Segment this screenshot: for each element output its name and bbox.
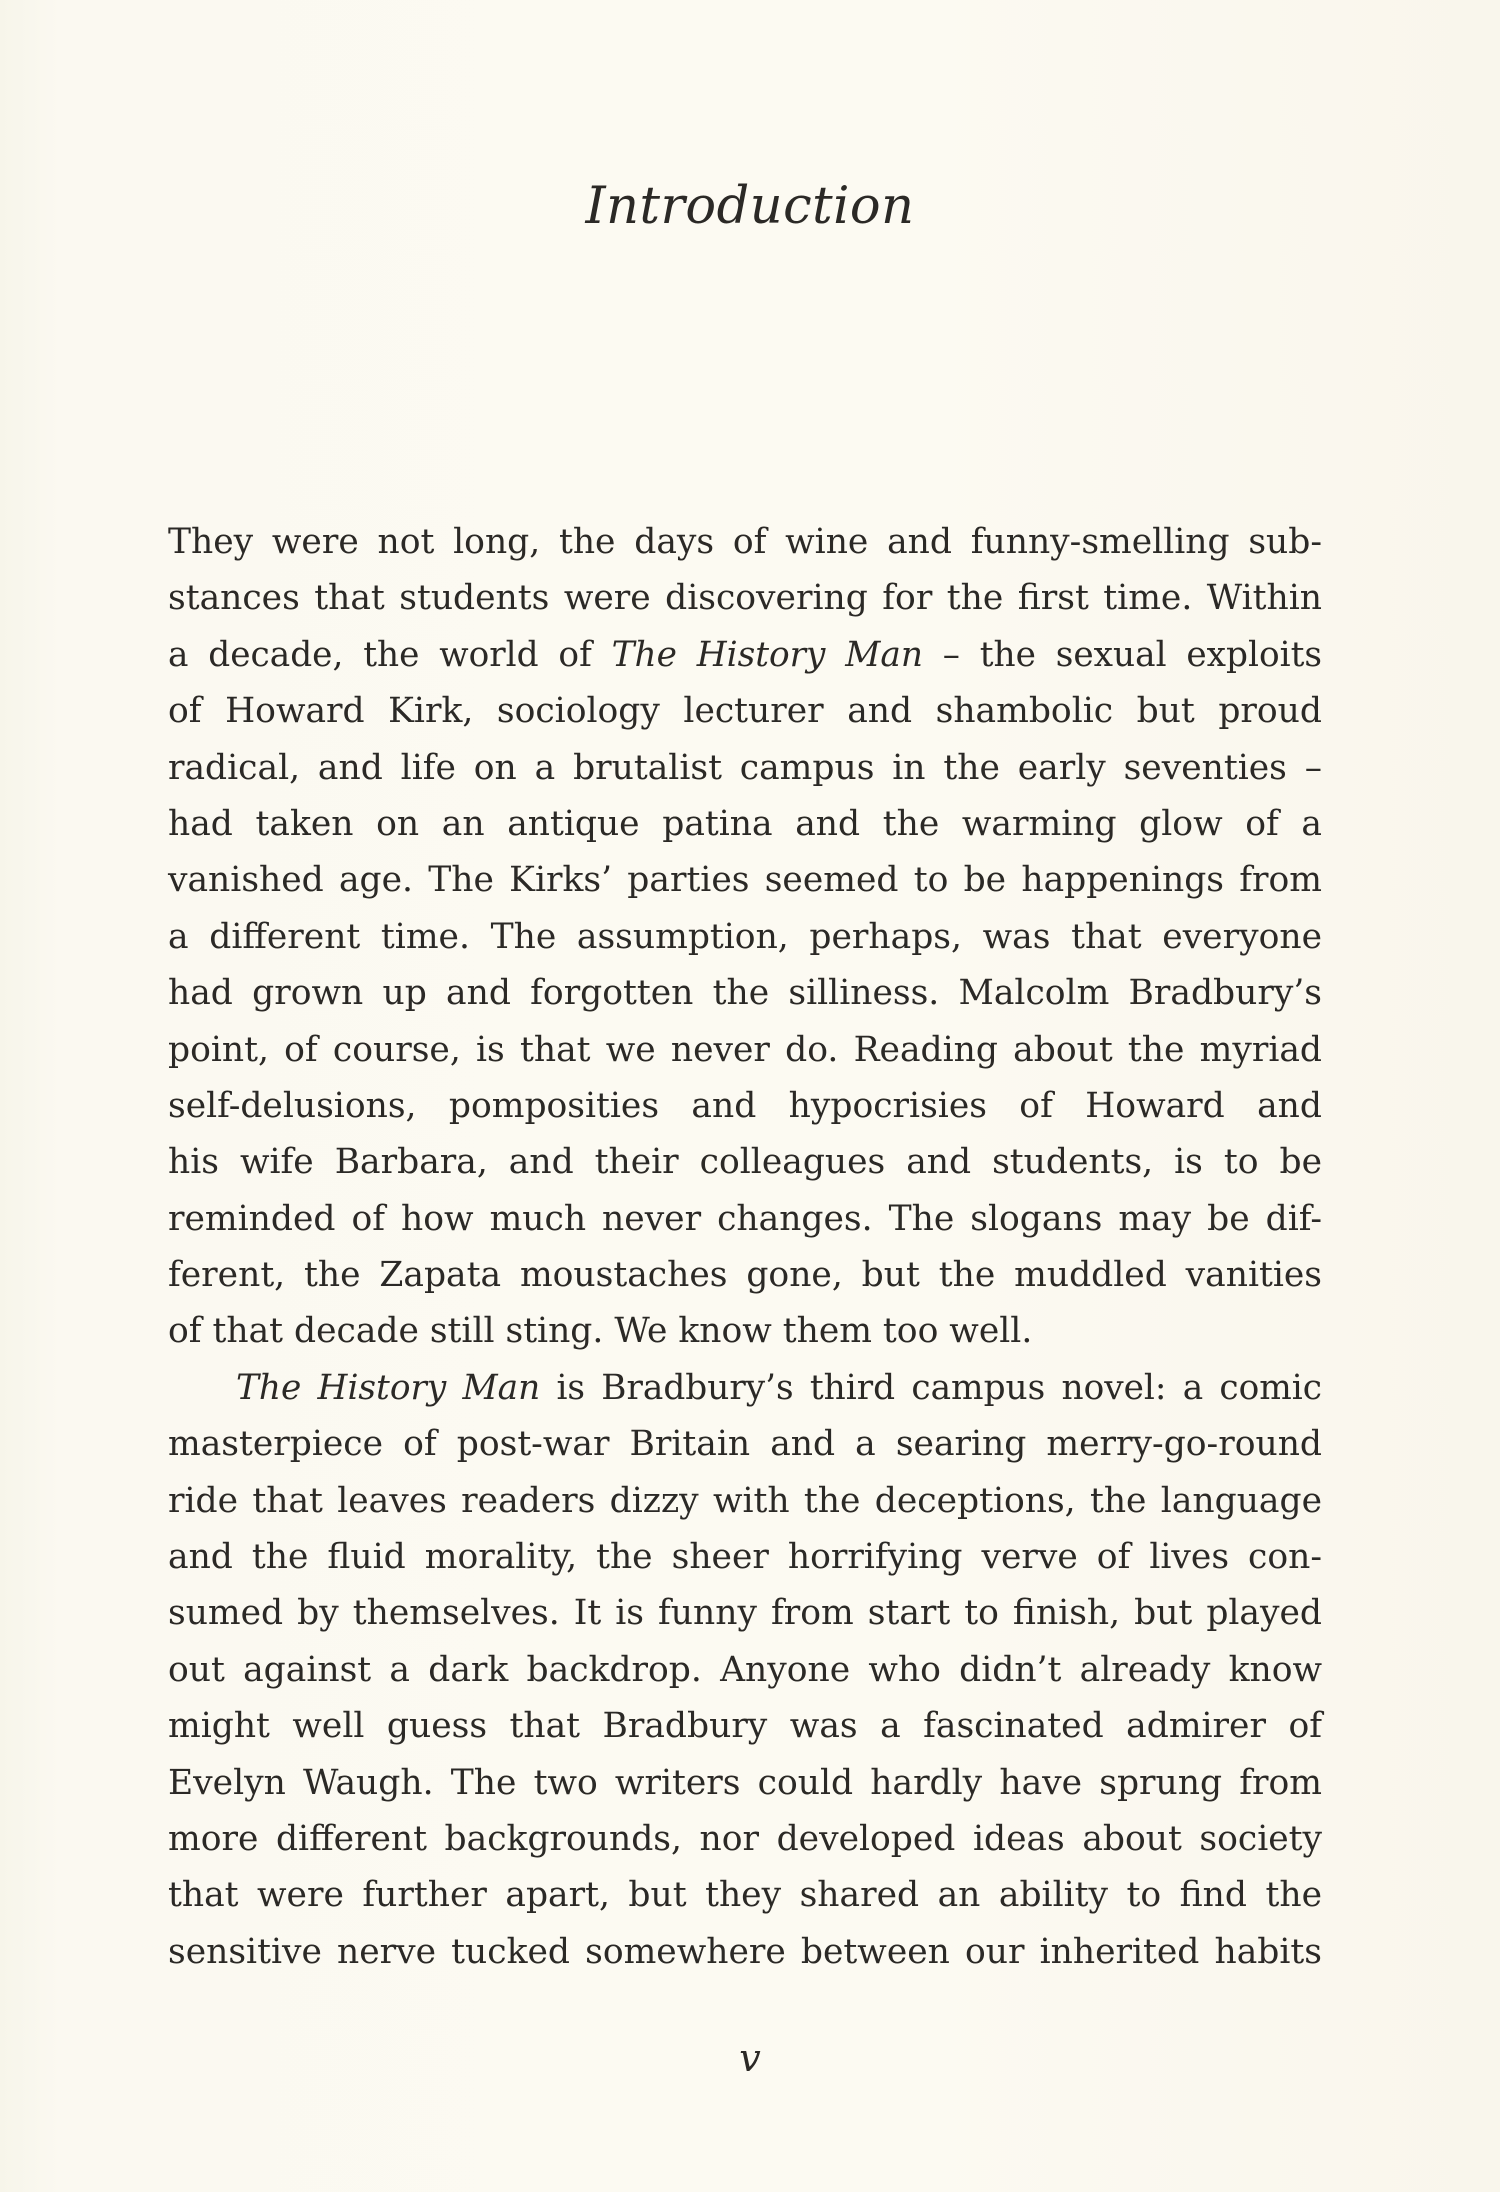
book-title: The History Man — [611, 634, 923, 675]
text-line: sensitive nerve tucked somewhere between our inherited habits — [168, 1931, 1322, 1972]
text-line: of that decade still sting. We know them too well. — [168, 1311, 1033, 1352]
text-line: and the fluid morality, the sheer horrifying verve of lives con- — [168, 1537, 1322, 1578]
chapter-heading: Introduction — [585, 177, 915, 236]
text-line: might well guess that Bradbury was a fascinated admirer of — [168, 1706, 1322, 1747]
text-line: a decade, the world of The History Man – the sexual exploits — [168, 634, 1322, 675]
text-line: radical, and life on a brutalist campus in the early seventies – — [168, 747, 1322, 788]
text-line: They were not long, the days of wine and funny-smelling sub- — [168, 522, 1322, 562]
text-line: self-delusions, pomposities and hypocrisies of Howard and — [168, 1085, 1322, 1126]
text-line: had taken on an antique patina and the warming glow of a — [168, 803, 1322, 844]
text-line: point, of course, is that we never do. Reading about the myriad — [168, 1029, 1322, 1070]
text-line: that were further apart, but they shared an ability to find the — [168, 1875, 1322, 1916]
text-line: sumed by themselves. It is funny from start to finish, but played — [168, 1593, 1322, 1634]
text-line: vanished age. The Kirks’ parties seemed to be happenings from — [168, 860, 1322, 901]
text-line: masterpiece of post-war Britain and a searing merry-go-round — [168, 1424, 1322, 1465]
text-line: stances that students were discovering for the first time. Within — [168, 578, 1322, 619]
text-line: had grown up and forgotten the silliness. Malcolm Bradbury’s — [168, 973, 1322, 1014]
text-line: out against a dark backdrop. Anyone who didn’t already know — [168, 1649, 1322, 1690]
text-line: a different time. The assumption, perhaps, was that everyone — [168, 916, 1322, 957]
text-line: ride that leaves readers dizzy with the deceptions, the language — [168, 1480, 1322, 1521]
text-line: more different backgrounds, nor developed ideas about society — [168, 1818, 1322, 1859]
body-text — [168, 514, 1322, 1980]
page-number: v — [739, 2036, 761, 2080]
text-line: of Howard Kirk, sociology lecturer and shambolic but proud — [168, 691, 1322, 732]
text-line: The History Man is Bradbury’s third campus novel: a comic — [236, 1367, 1322, 1408]
text-line: reminded of how much never changes. The slogans may be dif- — [168, 1198, 1322, 1239]
book-title: The History Man — [236, 1367, 541, 1408]
text-line: his wife Barbara, and their colleagues and students, is to be — [168, 1142, 1322, 1183]
text-line: Evelyn Waugh. The two writers could hardly have sprung from — [168, 1762, 1322, 1803]
text-line: ferent, the Zapata moustaches gone, but the muddled vanities — [168, 1255, 1322, 1296]
